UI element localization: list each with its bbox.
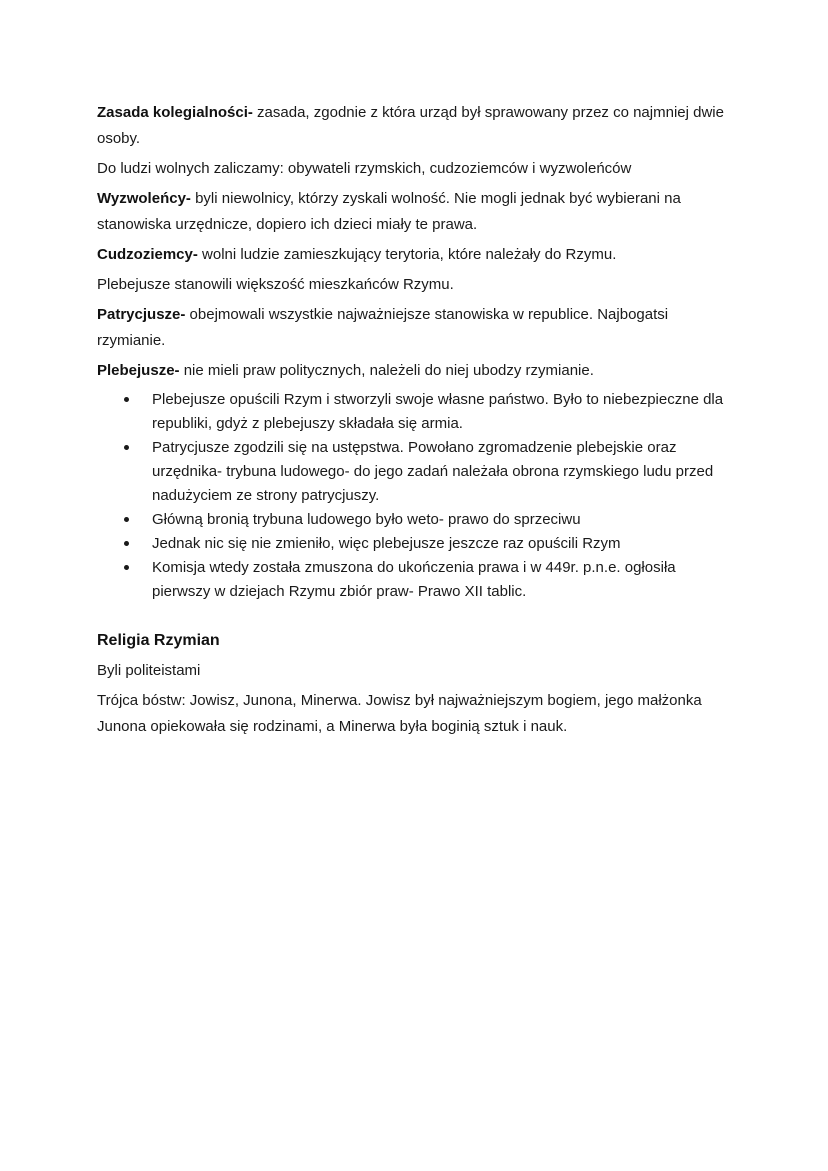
paragraph-text: Plebejusze stanowili większość mieszkańców Rzymu. xyxy=(97,276,454,293)
paragraph-trojca-bostw: Trójca bóstw: Jowisz, Junona, Minerwa. Jowisz był najważniejszym bogiem, jego małżonka Junona opiekowała się rodzinami, a Minerwa była boginią sztuk i nauk. xyxy=(97,692,702,735)
bullet-icon xyxy=(124,397,129,402)
term-plebejusze: Plebejusze- xyxy=(97,362,180,379)
bullet-icon xyxy=(124,565,129,570)
term-wyzwolency: Wyzwoleńcy- xyxy=(97,190,191,207)
paragraph-text: zasada, zgodnie z która urząd był sprawowany przez co najmniej dwie osoby. xyxy=(97,104,724,147)
paragraph-text: wolni ludzie zamieszkujący terytoria, które należały do Rzymu. xyxy=(197,246,617,263)
list-item xyxy=(152,388,733,436)
list-item-text: Komisja wtedy została zmuszona do ukończenia prawa i w 449r. p.n.e. ogłosiła pierwszy w dziejach Rzymu zbiór praw- Prawo XII tablic. xyxy=(152,559,676,600)
document-page xyxy=(97,100,733,744)
bullet-icon xyxy=(124,541,129,546)
list-item xyxy=(152,436,733,508)
paragraph-cudzoziemcy xyxy=(97,242,733,268)
term-zasada-kolegialnosci: Zasada kolegialności- xyxy=(97,104,253,121)
paragraph-text: byli niewolnicy, którzy zyskali wolność. Nie mogli jednak być wybierani na stanowiska urzędnicze, dopiero ich dzieci miały te prawa. xyxy=(97,190,681,233)
paragraph-text: Do ludzi wolnych zaliczamy: obywateli rzymskich, cudzoziemców i wyzwoleńców xyxy=(97,160,632,177)
list-item-text: Jednak nic się nie zmieniło, więc plebejusze jeszcze raz opuścili Rzym xyxy=(152,535,621,552)
section-heading-religia-rzymian: Religia Rzymian xyxy=(97,632,220,649)
paragraph-wyzwolency xyxy=(97,186,733,238)
list-item xyxy=(152,508,733,532)
bullet-icon xyxy=(124,517,129,522)
list-item-text: Plebejusze opuścili Rzym i stworzyli swoje własne państwo. Było to niebezpieczne dla republiki, gdyż z plebejuszy składała się armia. xyxy=(152,391,724,432)
bullet-list xyxy=(97,388,733,604)
paragraph-zasada-kolegialnosci xyxy=(97,100,733,152)
list-item xyxy=(152,532,733,556)
term-patrycjusze: Patrycjusze- xyxy=(97,306,186,323)
list-item xyxy=(152,556,733,604)
list-item-text: Główną bronią trybuna ludowego było weto- prawo do sprzeciwu xyxy=(152,511,581,528)
list-item-text: Patrycjusze zgodzili się na ustępstwa. Powołano zgromadzenie plebejskie oraz urzędnika- trybuna ludowego- do jego zadań należała obrona rzymskiego ludu przed nadużyciem ze strony patrycjuszy. xyxy=(152,439,714,504)
paragraph-text: nie mieli praw politycznych, należeli do niej ubodzy rzymianie. xyxy=(179,362,594,379)
term-cudzoziemcy: Cudzoziemcy- xyxy=(97,246,198,263)
paragraph-ludzie-wolni xyxy=(97,156,733,182)
bullet-icon xyxy=(124,445,129,450)
paragraph-politeisci: Byli politeistami xyxy=(97,662,201,679)
paragraph-text: obejmowali wszystkie najważniejsze stanowiska w republice. Najbogatsi rzymianie. xyxy=(97,306,669,349)
paragraph-patrycjusze xyxy=(97,302,733,354)
paragraph-plebejusze-wiekszosc xyxy=(97,272,733,298)
paragraph-plebejusze-prawa xyxy=(97,358,733,384)
